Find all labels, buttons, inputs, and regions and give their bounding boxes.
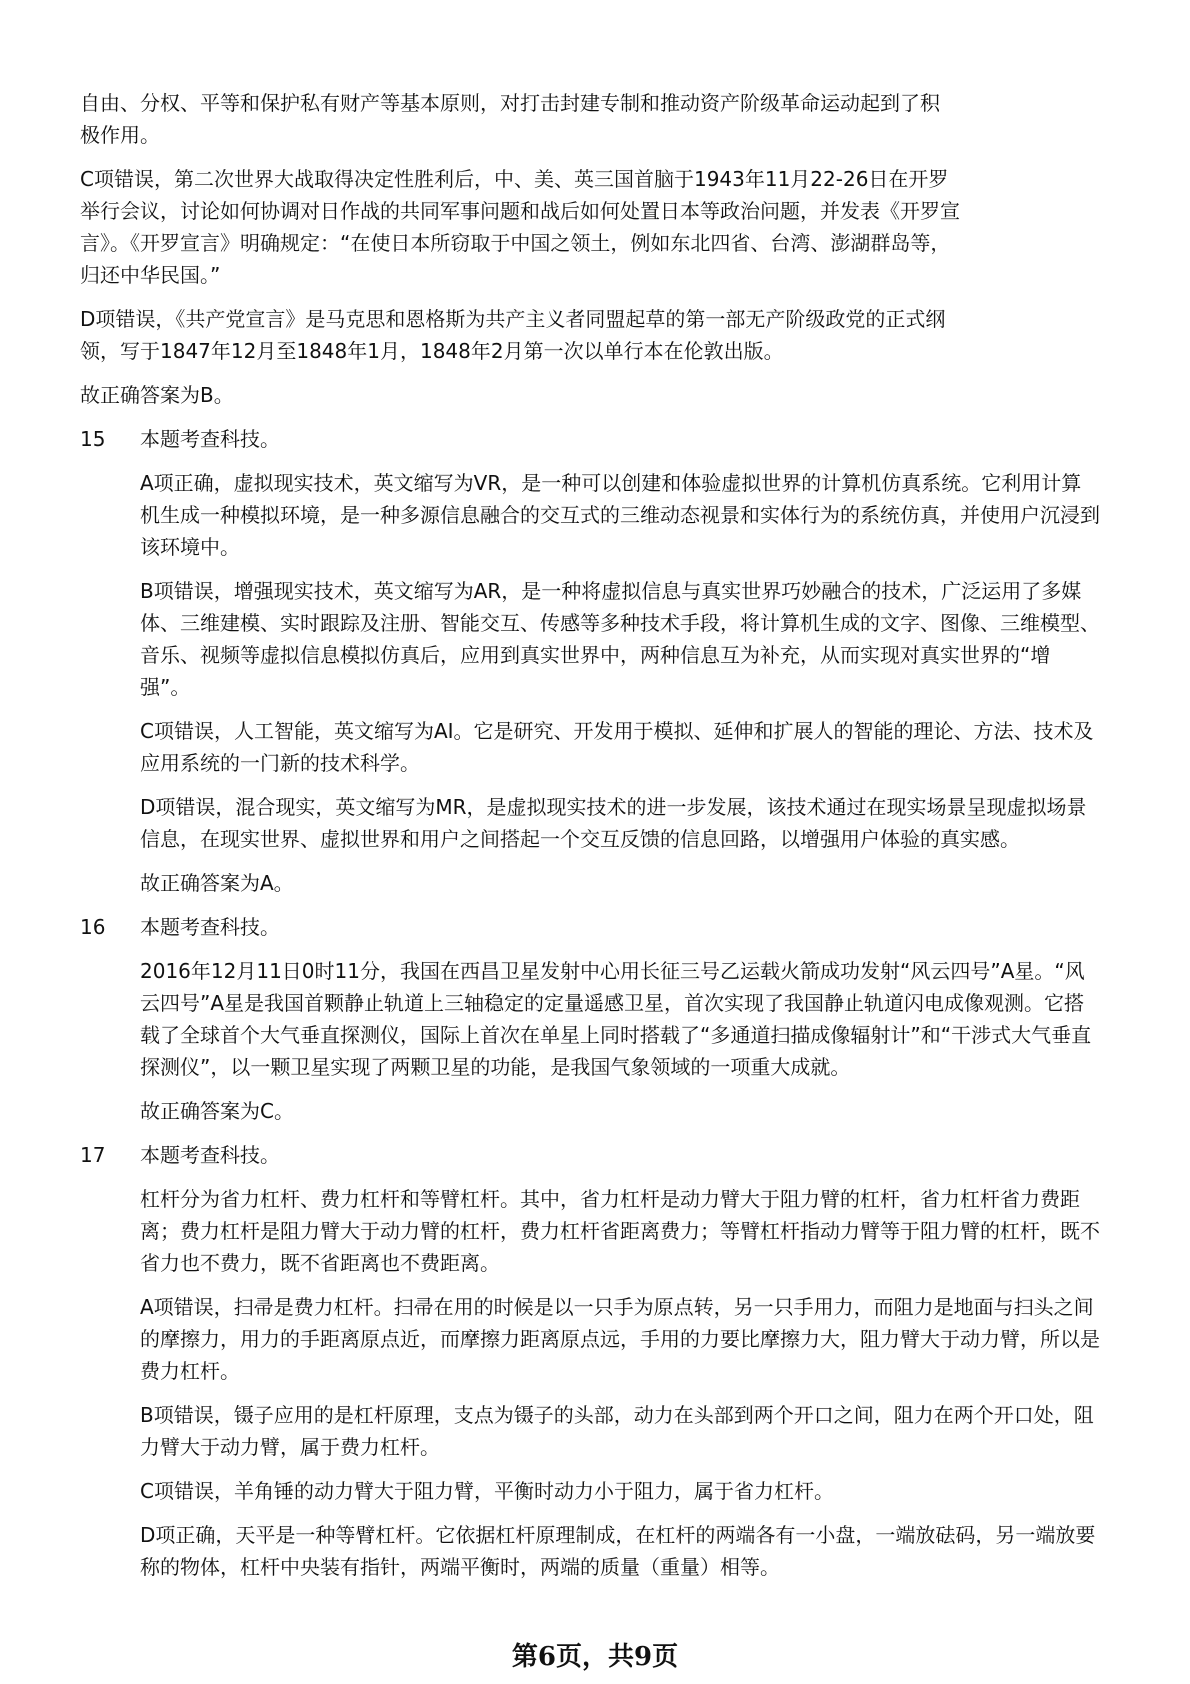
intro-paragraph-1: 自由、分权、平等和保护私有财产等基本原则，对打击封建专制和推动资产阶级革命运动起到了积极作用。 xyxy=(80,91,940,147)
q15-paragraph-3: C项错误，人工智能，英文缩写为AI。它是研究、开发用于模拟、延伸和扩展人的智能的理论、方法、技术及应用系统的一门新的技术科学。 xyxy=(140,719,1094,775)
question-title: 本题考查科技。 xyxy=(140,915,280,939)
q17-paragraph-4: C项错误，羊角锤的动力臂大于阻力臂，平衡时动力小于阻力，属于省力杠杆。 xyxy=(140,1479,834,1503)
q15-paragraph-1: A项正确，虚拟现实技术，英文缩写为VR，是一种可以创建和体验虚拟世界的计算机仿真系统。它利用计算机生成一种模拟环境，是一种多源信息融合的交互式的三维动态视景和实体行为的系统仿真，并使用户沉浸到该环境中。 xyxy=(140,471,1100,559)
question-17-header xyxy=(80,1139,1100,1171)
intro-paragraph-3: D项错误，《共产党宣言》是马克思和恩格斯为共产主义者同盟起草的第一部无产阶级政党的正式纲领，写于1847年12月至1848年1月，1848年2月第一次以单行本在伦敦出版。 xyxy=(80,307,946,363)
question-number: 17 xyxy=(80,1143,106,1167)
q16-answer: 故正确答案为C。 xyxy=(140,1099,294,1123)
page-number-footer: 第6页，共9页 xyxy=(511,1642,679,1672)
question-15-header xyxy=(80,423,1100,455)
q17-paragraph-2: A项错误，扫帚是费力杠杆。扫帚在用的时候是以一只手为原点转，另一只手用力，而阻力是地面与扫头之间的摩擦力，用力的手距离原点近，而摩擦力距离原点远，手用的力要比摩擦力大，阻力臂大于动力臂，所以是费力杠杆。 xyxy=(140,1295,1100,1383)
question-number: 15 xyxy=(80,427,106,451)
question-16-header xyxy=(80,911,1100,943)
intro-answer: 故正确答案为B。 xyxy=(80,383,234,407)
q17-paragraph-5: D项正确，天平是一种等臂杠杆。它依据杠杆原理制成，在杠杆的两端各有一小盘，一端放砝码，另一端放要称的物体，杠杆中央装有指针，两端平衡时，两端的质量（重量）相等。 xyxy=(140,1523,1096,1579)
q16-paragraph-1: 2016年12月11日0时11分，我国在西昌卫星发射中心用长征三号乙运载火箭成功发射“风云四号”A星。“风云四号”A星是我国首颗静止轨道上三轴稳定的定量遥感卫星，首次实现了我国静止轨道闪电成像观测。它搭载了全球首个大气垂直探测仪，国际上首次在单星上同时搭载了“多通道扫描成像辐射计”和“干涉式大气垂直探测仪”，以一颗卫星实现了两颗卫星的功能，是我国气象领域的一项重大成就。 xyxy=(140,959,1092,1079)
page-content xyxy=(80,87,1100,1595)
q17-paragraph-3: B项错误，镊子应用的是杠杆原理，支点为镊子的头部，动力在头部到两个开口之间，阻力在两个开口处，阻力臂大于动力臂，属于费力杠杆。 xyxy=(140,1403,1094,1459)
intro-paragraph-2: C项错误，第二次世界大战取得决定性胜利后，中、美、英三国首脑于1943年11月22-26日在开罗举行会议，讨论如何协调对日作战的共同军事问题和战后如何处置日本等政治问题，并发表《开罗宣言》。《开罗宣言》明确规定：“在使日本所窃取于中国之领土，例如东北四省、台湾、澎湖群岛等，归还中华民国。” xyxy=(80,167,960,287)
q17-paragraph-1: 杠杆分为省力杠杆、费力杠杆和等臂杠杆。其中，省力杠杆是动力臂大于阻力臂的杠杆，省力杠杆省力费距离；费力杠杆是阻力臂大于动力臂的杠杆，费力杠杆省距离费力；等臂杠杆指动力臂等于阻力臂的杠杆，既不省力也不费力，既不省距离也不费距离。 xyxy=(140,1187,1100,1275)
question-title: 本题考查科技。 xyxy=(140,427,280,451)
question-number: 16 xyxy=(80,915,106,939)
q15-paragraph-2: B项错误，增强现实技术，英文缩写为AR，是一种将虚拟信息与真实世界巧妙融合的技术，广泛运用了多媒体、三维建模、实时跟踪及注册、智能交互、传感等多种技术手段，将计算机生成的文字、图像、三维模型、音乐、视频等虚拟信息模拟仿真后，应用到真实世界中，两种信息互为补充，从而实现对真实世界的“增强”。 xyxy=(140,579,1100,699)
q15-paragraph-4: D项错误，混合现实，英文缩写为MR，是虚拟现实技术的进一步发展，该技术通过在现实场景呈现虚拟场景信息，在现实世界、虚拟世界和用户之间搭起一个交互反馈的信息回路，以增强用户体验的真实感。 xyxy=(140,795,1087,851)
q15-answer: 故正确答案为A。 xyxy=(140,871,294,895)
question-title: 本题考查科技。 xyxy=(140,1143,280,1167)
